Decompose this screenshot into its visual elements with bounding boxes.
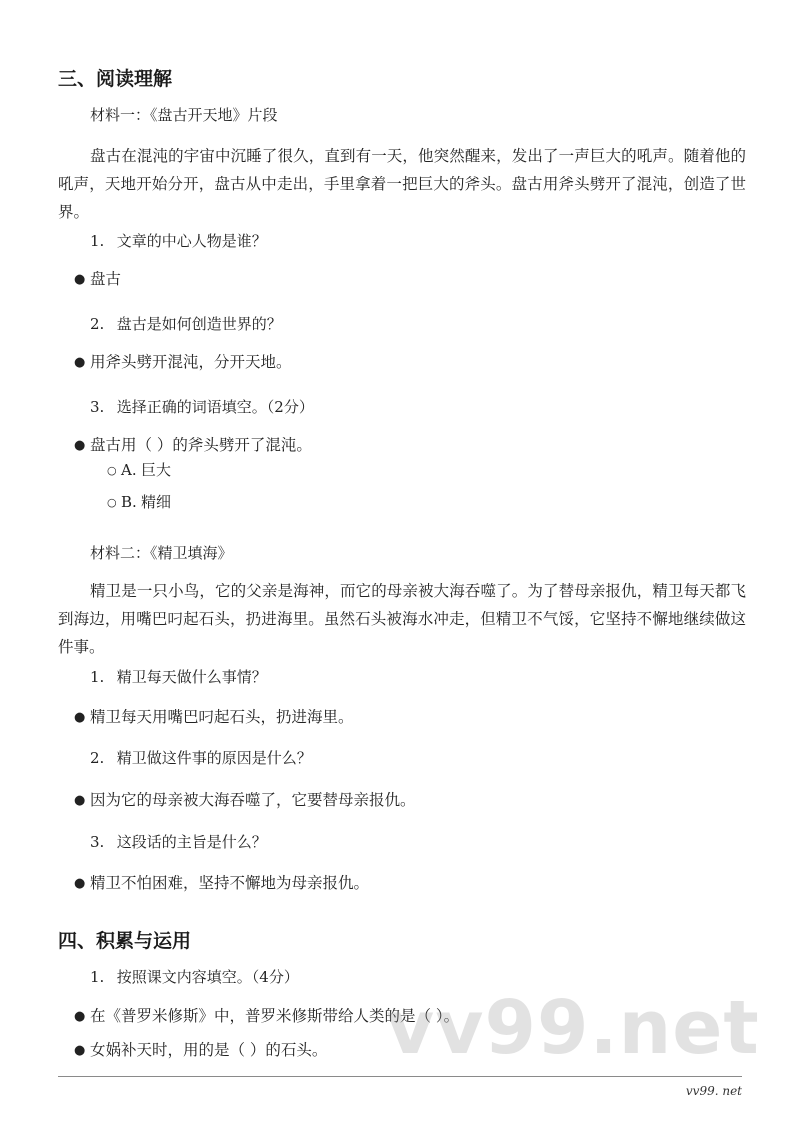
option-letter: A.: [121, 461, 137, 479]
bullet-icon: ●: [74, 438, 86, 453]
option-text: 精细: [141, 493, 172, 511]
answer-text: 盘古用（ ）的斧头劈开了混沌。: [90, 436, 312, 454]
question-number: 2.: [90, 315, 105, 333]
footer-divider: [58, 1076, 742, 1077]
question-number: 1.: [90, 232, 105, 250]
question-1: [90, 230, 267, 251]
option-text: 巨大: [141, 461, 172, 479]
answer-item: [74, 705, 354, 727]
answer-item: [74, 267, 121, 289]
question-3: [90, 396, 314, 417]
option-letter: B.: [121, 493, 137, 511]
answer-item: [74, 871, 369, 893]
answer-text: 用斧头劈开混沌，分开天地。: [90, 353, 292, 371]
bullet-icon: ●: [74, 1009, 86, 1024]
question-2: [90, 313, 282, 334]
bullet-icon: ●: [74, 1043, 86, 1058]
footer-site: vv99. net: [685, 1084, 742, 1098]
circle-bullet-icon: ○: [107, 496, 117, 509]
watermark: vv99.net: [386, 985, 760, 1071]
bullet-icon: ●: [74, 355, 86, 370]
material-1-paragraph: 盘古在混沌的宇宙中沉睡了很久，直到有一天，他突然醒来，发出了一声巨大的吼声。随着他的吼声，天地开始分开，盘古从中走出，手里拿着一把巨大的斧头。盘古用斧头劈开了混沌，创造了世界。: [58, 147, 746, 221]
question-1: [90, 666, 267, 687]
answer-item: [74, 433, 312, 455]
section-4-heading: 四、积累与运用: [58, 930, 192, 952]
question-number: 1.: [90, 668, 105, 686]
question-text: 文章的中心人物是谁？: [116, 232, 267, 250]
material-1-title: 材料一：《盘古开天地》片段: [90, 106, 278, 124]
bullet-icon: ●: [74, 710, 86, 725]
circle-bullet-icon: ○: [107, 464, 117, 477]
answer-item: [74, 350, 292, 372]
question-number: 1.: [90, 968, 105, 986]
question-1: [90, 966, 299, 987]
bullet-icon: ●: [74, 876, 86, 891]
answer-item: [74, 788, 416, 810]
fill-blank-item: [74, 1038, 327, 1060]
answer-text: 精卫不怕困难，坚持不懈地为母亲报仇。: [90, 874, 370, 892]
question-text: 精卫做这件事的原因是什么？: [116, 749, 312, 767]
answer-text: 盘古: [90, 270, 122, 288]
question-text: 按照课文内容填空。（4分）: [116, 968, 299, 986]
question-text: 盘古是如何创造世界的？: [116, 315, 282, 333]
question-number: 3.: [90, 398, 105, 416]
question-number: 3.: [90, 833, 105, 851]
question-text: 这段话的主旨是什么？: [116, 833, 267, 851]
section-3-heading: 三、阅读理解: [58, 68, 173, 90]
answer-text: 精卫每天用嘴巴叼起石头，扔进海里。: [90, 708, 354, 726]
option-b: [107, 491, 171, 512]
blank-text: 女娲补天时，用的是（ ）的石头。: [90, 1041, 328, 1059]
bullet-icon: ●: [74, 793, 86, 808]
question-number: 2.: [90, 749, 105, 767]
bullet-icon: ●: [74, 272, 86, 287]
question-text: 选择正确的词语填空。（2分）: [116, 398, 314, 416]
question-2: [90, 747, 312, 768]
question-3: [90, 831, 267, 852]
blank-text: 在《普罗米修斯》中，普罗米修斯带给人类的是（ ）。: [90, 1007, 460, 1025]
material-2-title: 材料二：《精卫填海》: [90, 544, 233, 562]
question-text: 精卫每天做什么事情？: [116, 668, 267, 686]
answer-text: 因为它的母亲被大海吞噬了，它要替母亲报仇。: [90, 791, 416, 809]
material-2-paragraph: 精卫是一只小鸟，它的父亲是海神，而它的母亲被大海吞噬了。为了替母亲报仇，精卫每天都飞到海边，用嘴巴叼起石头，扔进海里。虽然石头被海水冲走，但精卫不气馁，它坚持不懈地继续做这件事。: [58, 582, 746, 656]
option-a: [107, 459, 171, 480]
